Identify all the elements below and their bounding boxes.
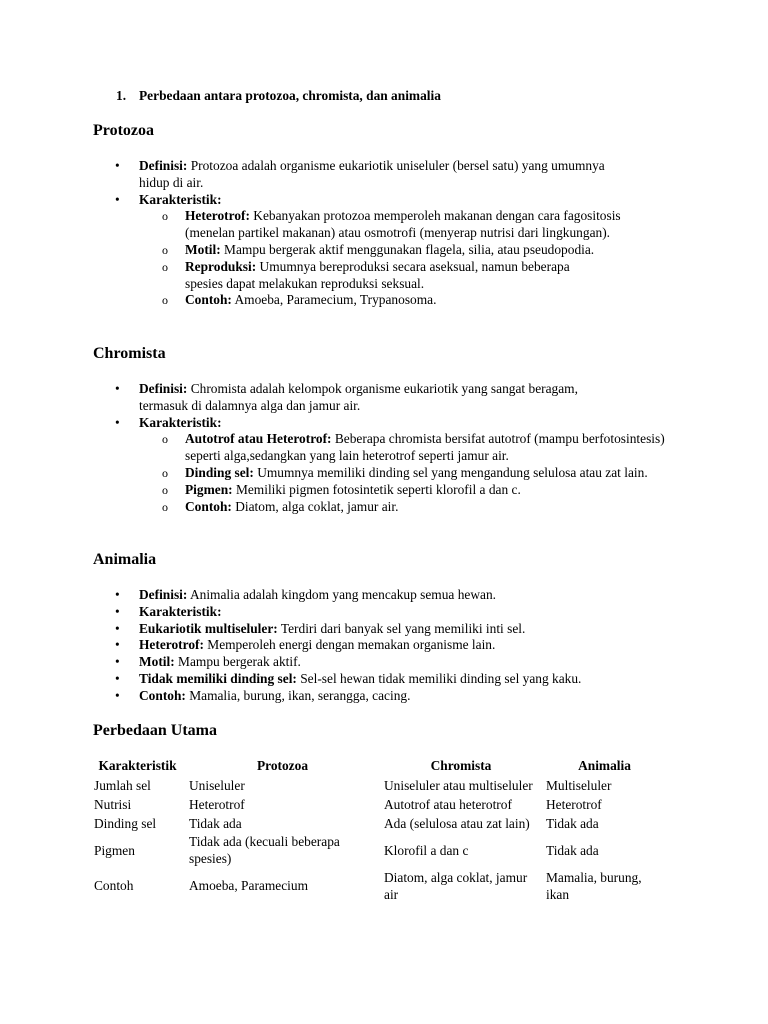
animalia-list	[0, 587, 679, 705]
table-cell: Dinding sel	[94, 815, 157, 831]
table-cell: Klorofil a dan c	[384, 842, 469, 858]
table-header-cell: Protozoa	[256, 758, 309, 774]
table-cell: Nutrisi	[94, 796, 132, 812]
list-item: o Dinding sel: Umumnya memiliki dinding sel yang mengandung selulosa atau zat lain.	[162, 464, 648, 480]
table-cell: Heterotrof	[189, 796, 245, 812]
list-item: • Definisi: Chromista adalah kelompok organisme eukariotik yang sangat beragam, termasuk di dalamnya alga dan jamur air.	[115, 381, 578, 413]
list-item: o Contoh: Diatom, alga coklat, jamur air.	[162, 498, 399, 514]
heading-number: 1.	[116, 88, 127, 103]
comparison-table	[90, 756, 667, 905]
table-cell: Tidak ada (kecuali beberapa spesies)	[189, 834, 340, 867]
section-title-comparison: Perbedaan Utama	[93, 722, 217, 739]
list-item: • Motil: Mampu bergerak aktif.	[115, 654, 301, 670]
section-title-chromista: Chromista	[93, 345, 166, 362]
table-cell: Ada (selulosa atau zat lain)	[384, 815, 530, 831]
table-row	[90, 869, 667, 905]
list-item: o Autotrof atau Heterotrof: Beberapa chromista bersifat autotrof (mampu berfotosintesis) seperti alga,sedangkan yang lain heterotrof seperti jamur air.	[162, 431, 665, 464]
list-item: • Heterotrof: Memperoleh energi dengan memakan organisme lain.	[115, 637, 496, 653]
table-cell: Uniseluler atau multiseluler	[384, 778, 533, 793]
table-row	[90, 815, 667, 834]
table-cell: Contoh	[94, 878, 134, 894]
table-row	[90, 833, 667, 869]
protozoa-list	[0, 158, 639, 309]
table-cell: Multiseluler	[546, 778, 612, 793]
table-row	[90, 777, 667, 796]
list-item: o Pigmen: Memiliki pigmen fotosintetik seperti klorofil a dan c.	[162, 481, 521, 497]
table-cell: Uniseluler	[189, 778, 245, 793]
table-header-cell: Chromista	[430, 758, 492, 774]
table-cell: Amoeba, Paramecium	[189, 878, 308, 894]
table-cell: Pigmen	[94, 842, 135, 858]
protozoa-sublist	[139, 208, 639, 309]
list-item: • Contoh: Mamalia, burung, ikan, serangga, cacing.	[115, 687, 411, 703]
table-cell: Tidak ada	[546, 842, 599, 858]
table-cell: Tidak ada	[546, 815, 599, 831]
chromista-sublist	[139, 431, 665, 515]
table-cell: Autotrof atau heterotrof	[384, 796, 512, 812]
table-cell: Diatom, alga coklat, jamur air	[384, 869, 528, 902]
list-item: • Karakteristik:	[115, 603, 222, 619]
table-cell: Mamalia, burung, ikan	[546, 869, 642, 902]
table-header-cell: Karakteristik	[98, 758, 177, 774]
chromista-list	[0, 381, 665, 515]
table-header-cell: Animalia	[578, 758, 631, 774]
table-cell: Heterotrof	[546, 796, 602, 812]
list-item: o Contoh: Amoeba, Paramecium, Trypanosoma.	[162, 292, 437, 308]
numbered-heading	[116, 88, 441, 105]
list-item: • Tidak memiliki dinding sel: Sel-sel hewan tidak memiliki dinding sel yang kaku.	[115, 670, 582, 686]
table-cell: Tidak ada	[189, 815, 242, 831]
list-item: o Motil: Mampu bergerak aktif menggunakan flagela, silia, atau pseudopodia.	[162, 241, 595, 257]
list-item: o Reproduksi: Umumnya bereproduksi secara aseksual, namun beberapa spesies dapat melakukan reproduksi seksual.	[162, 258, 570, 291]
section-title-protozoa: Protozoa	[93, 122, 155, 139]
table-cell: Jumlah sel	[94, 778, 151, 793]
list-item: • Eukariotik multiseluler: Terdiri dari banyak sel yang memiliki inti sel.	[115, 620, 526, 636]
heading-text: Perbedaan antara protozoa, chromista, dan animalia	[139, 88, 441, 103]
list-item: • Karakteristik: o Autotrof atau Heterotrof: Beberapa chromista bersifat autotrof (mampu berfotosintesis) seperti alga,sedangkan yang lain heterotrof seperti jamur air. o Dinding sel: Umumnya memiliki dinding sel yang mengandung selulosa atau zat lain. o Pigmen: Memiliki pigmen fotosintetik seperti klorofil a dan c. o Contoh: Diatom, alga coklat, jamur air.	[0, 415, 639, 516]
section-title-animalia: Animalia	[93, 551, 157, 568]
list-item: • Definisi: Protozoa adalah organisme eukariotik uniseluler (bersel satu) yang umumnya hidup di air.	[115, 158, 605, 190]
table-row	[90, 796, 667, 815]
list-item: • Definisi: Animalia adalah kingdom yang mencakup semua hewan.	[115, 587, 496, 602]
list-item: o Heterotrof: Kebanyakan protozoa memperoleh makanan dengan cara fagositosis (menelan partikel makanan) atau osmotrofi (menyerap nutrisi dari lingkungan).	[162, 208, 621, 241]
list-item: • Karakteristik: o Heterotrof: Kebanyakan protozoa memperoleh makanan dengan cara fagositosis (menelan partikel makanan) atau osmotrofi (menyerap nutrisi dari lingkungan). o Motil: Mampu bergerak aktif menggunakan flagela, silia, atau pseudopodia. o Reproduksi: Umumnya bereproduksi secara aseksual, namun beberapa spesies dapat melakukan reproduksi seksual. o Contoh: Amoeba, Paramecium, Trypanosoma.	[0, 192, 639, 310]
table-header-row	[90, 756, 667, 777]
